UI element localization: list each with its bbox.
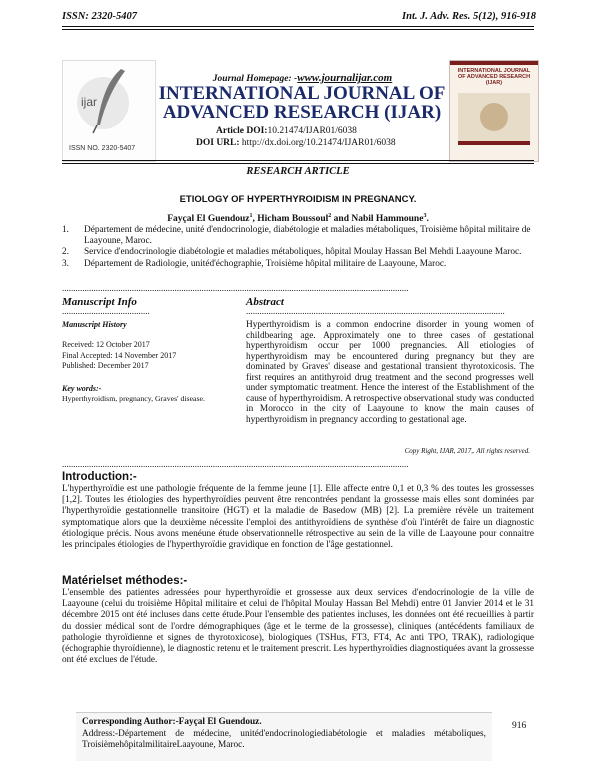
issn-header: ISSN: 2320-5407 <box>62 11 137 22</box>
dotted-separator: .......................................................................................................................................................... <box>62 283 409 293</box>
affiliation-item: 1. Département de médecine, unité d'endocrinologie, diabétologie et maladies métaboliques, Troisième hôpital militaire de Laayoune, Maroc. <box>62 225 531 247</box>
doi-url: DOI URL: http://dx.doi.org/10.21474/IJAR01/6038 <box>196 138 396 148</box>
logo-text: ijar <box>81 95 98 109</box>
homepage-link[interactable]: www.journalijar.com <box>297 72 393 84</box>
dotted-separator: .......................................................................................................................................................... <box>62 459 409 469</box>
abstract-text: Hyperthyroidism is a common endocrine disorder in young women of childbearing age. Approximately one to three cases of gestational hyperthyroidism occur per 1000 pregnancies. All etiologies of hyperthyroidism may be encountered during pregnancy but they are dominated by Graves' disease and gestational transient thyrotoxicosis. The first requires an antithyroid drug treatment and the second progresses well under symptomatic treatment. Hence the interest of the Establishment of the cause of hyperthyroidism. A retrospective observational study was conducted in Morocco in the city of Laayoune to know the main causes of hyperthyroidism in pregnancy according to gestational age. <box>246 320 534 425</box>
keywords: Hyperthyroidism, pregnancy, Graves' disease. <box>62 394 205 403</box>
corresponding-author-box <box>76 712 492 761</box>
article-title: ETIOLOGY OF HYPERTHYROIDISM IN PREGNANCY. <box>179 194 417 205</box>
journal-title: INTERNATIONAL JOURNAL OF ADVANCED RESEARCH (IJAR) <box>158 83 446 123</box>
introduction-heading: Introduction:- <box>62 471 137 483</box>
dotted-separator: ................................................................................................................... <box>246 306 505 316</box>
keywords-heading: Key words:- <box>62 384 102 393</box>
cover-image-icon <box>450 89 538 149</box>
cover-title: INTERNATIONAL JOURNAL OF ADVANCED RESEARCH (IJAR) <box>457 68 531 86</box>
manuscript-history: Received: 12 October 2017 Final Accepted: 14 November 2017 Published: December 2017 <box>62 340 177 370</box>
masthead-rule <box>62 160 534 164</box>
corresponding-author: Corresponding Author:-Fayçal El Guendouz. <box>82 717 262 727</box>
affiliation-item: 3. Département de Radiologie, unitéd'échographie, Troisième hôpital militaire de Laayoune, Maroc. <box>62 258 447 269</box>
journal-logo <box>62 60 156 162</box>
manuscript-history-heading: Manuscript History <box>62 320 127 329</box>
copyright: Copy Right, IJAR, 2017,. All rights reserved. <box>404 447 530 455</box>
methods-heading: Matérielset méthodes:- <box>62 575 188 587</box>
introduction-text: L'hyperthyroïdie est une pathologie fréquente de la femme jeune [1]. Elle affecte entre 0,1 et 0,3 % des toutes les grossesses [1,2]. Toutes les étiologies des hyperthyroïdies peuvent être rencontrées pendant la grossesse mais elles sont dominées par l'hyperthyroïdie gestationnelle transitoire (HGT) et la maladie de Basedow (MB) [2]. La première révèle un traitement symptomatique alors que la deuxième nécessite l'emploi des antithyroïdiens de synthèse d'où l'intérêt de faire un diagnostic étiologique précis. Nous avons menéune étude observationnelle rétrospective au sein de la ville de Laayoune pour connaitre les principales étiologies de l'hyperthyroïdie gravidique en fonction de l'âge gestationnel. <box>62 484 534 551</box>
feather-logo-icon <box>63 61 155 141</box>
dotted-separator: ....................................... <box>62 306 150 316</box>
journal-homepage: Journal Homepage: -www.journalijar.com <box>212 72 393 84</box>
manuscript-info-heading: Manuscript Info <box>62 296 137 308</box>
article-type: RESEARCH ARTICLE <box>246 166 350 177</box>
article-doi: Article DOI:10.21474/IJAR01/6038 <box>216 126 357 136</box>
journal-cover-thumbnail <box>449 60 539 162</box>
citation-header: Int. J. Adv. Res. 5(12), 916-918 <box>402 11 536 22</box>
affiliations <box>62 225 534 270</box>
methods-text: L'ensemble des patientes adressées pour hyperthyroïdie et grossesse aux deux services d'endocrinologie de la ville de Laayoune (celui du troisième Hôpital militaire et celui de l'hôpital Moulay Hassan Bel Mehdi) entre 01 Janvier 2014 et le 31 décembre 2015 ont été incluses dans cette étude.Pour l'ensemble des patientes incluses, les données ont été recueillies à partir du dossier médical sont de l'ordre démographiques (âge et le terme de la grossesse), cliniques (antécédents familiaux de pathologie thyroïdienne et signes de thyrotoxicose), biologiques (TSHus, FT3, FT4, Ac anti TPO, TRAK), radiologique (échographie thyroïdienne), le diagnostic retenu et le traitement prescrit. Les hyperthyroïdies diagnostiquées avant la grossesse ont été exclues de l'étude. <box>62 588 534 666</box>
authors: Fayçal El Guendouz$^1$, Hicham Boussoul$^2$ and Nabil Hammoune$^3$. <box>167 213 429 225</box>
abstract-heading: Abstract <box>246 296 284 308</box>
corresponding-address: Address:-Département de médecine, unitéd'endocrinologiediabétologie et maladies métaboliques, TroisièmehôpitalmilitaireLaayoune, Maroc. <box>82 729 486 750</box>
page-number: 916 <box>512 721 527 731</box>
header-rule <box>62 26 534 30</box>
affiliation-item: 2. Service d'endocrinologie diabétologie et maladies métaboliques, hôpital Moulay Hassan Bel Mehdi Laayoune Maroc. <box>62 247 522 258</box>
logo-issn: ISSN NO. 2320-5407 <box>69 145 136 152</box>
